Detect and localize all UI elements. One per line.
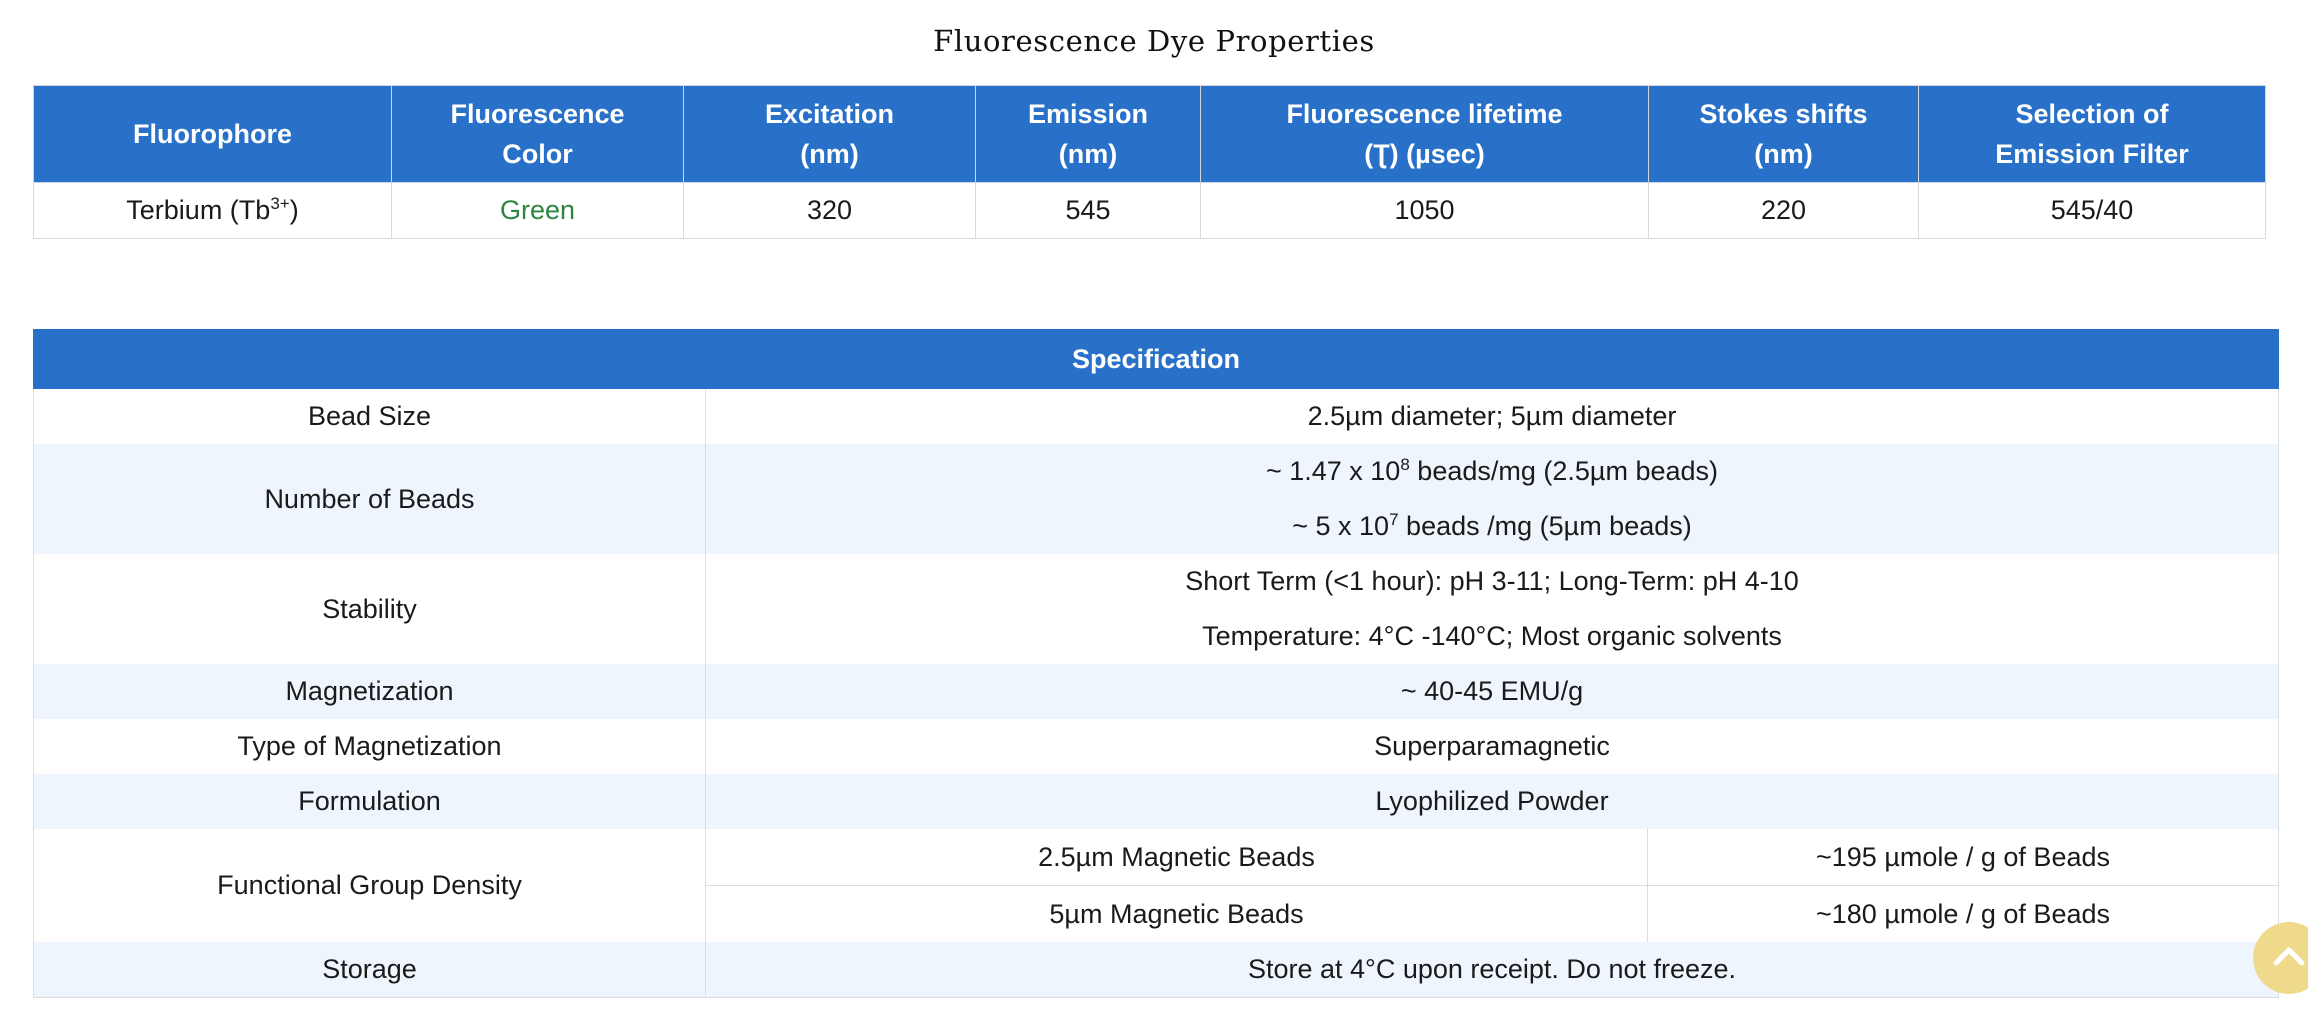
header-fluorophore: Fluorophore: [34, 86, 392, 183]
magnetization-label: Magnetization: [34, 664, 706, 719]
storage-label: Storage: [34, 942, 706, 998]
table-row: [34, 554, 2279, 609]
dye-properties-table: [33, 85, 2266, 239]
magnetization-type-value: Superparamagnetic: [706, 719, 2279, 774]
stability-value-2: Temperature: 4°C -140°C; Most organic solvents: [706, 609, 2279, 664]
storage-value: Store at 4°C upon receipt. Do not freeze.: [706, 942, 2279, 998]
header-fluorescence-color: Fluorescence Color: [392, 86, 684, 183]
emission-filter-cell: 545/40: [1919, 183, 2266, 239]
functional-group-density-2: ~180 µmole / g of Beads: [1648, 886, 2279, 943]
formulation-label: Formulation: [34, 774, 706, 829]
header-emission-filter: Selection of Emission Filter: [1919, 86, 2266, 183]
table-row: [34, 719, 2279, 774]
bead-size-value: 2.5µm diameter; 5µm diameter: [706, 389, 2279, 445]
table-row: [34, 774, 2279, 829]
page-title: Fluorescence Dye Properties: [933, 24, 1375, 58]
fluorescence-color-cell: Green: [392, 183, 684, 239]
lifetime-cell: 1050: [1201, 183, 1649, 239]
header-stokes-shifts: Stokes shifts (nm): [1649, 86, 1919, 183]
bead-size-label: Bead Size: [34, 389, 706, 445]
fluorophore-cell: Terbium $(Tb^{3+})$: [34, 183, 392, 239]
specification-header: Specification: [34, 330, 2279, 389]
number-of-beads-value-1: ~ 1.47 x $10^8$ beads/mg (2.5µm beads): [706, 444, 2279, 499]
excitation-cell: 320: [684, 183, 976, 239]
number-of-beads-value-2: ~ 5 x $10^7$ beads /mg (5µm beads): [706, 499, 2279, 554]
header-lifetime: Fluorescence lifetime (Ʈ) (µsec): [1201, 86, 1649, 183]
magnetization-type-label: Type of Magnetization: [34, 719, 706, 774]
table-row: [34, 829, 2279, 886]
specification-table: [33, 329, 2279, 998]
chevron-up-icon: [2272, 945, 2306, 972]
dye-header-row: [34, 86, 2266, 183]
table-row: [34, 942, 2279, 998]
stability-label: Stability: [34, 554, 706, 664]
table-row: [34, 183, 2266, 239]
stability-value-1: Short Term (<1 hour): pH 3-11; Long-Term: pH 4-10: [706, 554, 2279, 609]
number-of-beads-label: Number of Beads: [34, 444, 706, 554]
table-row: [34, 389, 2279, 445]
header-emission: Emission (nm): [976, 86, 1201, 183]
functional-group-bead-2: 5µm Magnetic Beads: [706, 886, 1648, 943]
magnetization-value: ~ 40-45 EMU/g: [706, 664, 2279, 719]
functional-group-bead-1: 2.5µm Magnetic Beads: [706, 829, 1648, 886]
functional-group-density-1: ~195 µmole / g of Beads: [1648, 829, 2279, 886]
table-row: [34, 664, 2279, 719]
table-row: [34, 444, 2279, 499]
emission-cell: 545: [976, 183, 1201, 239]
stokes-shift-cell: 220: [1649, 183, 1919, 239]
header-excitation: Excitation (nm): [684, 86, 976, 183]
functional-group-density-label: Functional Group Density: [34, 829, 706, 942]
formulation-value: Lyophilized Powder: [706, 774, 2279, 829]
